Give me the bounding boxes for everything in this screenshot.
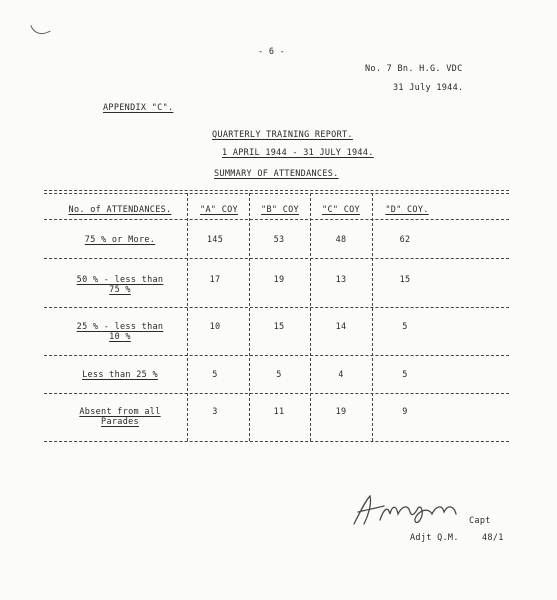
table-cell: 17 (209, 275, 221, 285)
document-reference: 48/1 (482, 533, 504, 543)
table-cell: 19 (273, 275, 285, 285)
table-row-label: 25 % - less than 10 % (76, 322, 164, 342)
table-cell: 14 (335, 322, 347, 332)
table-cell: 5 (402, 370, 408, 380)
table-top-rule-double (44, 193, 509, 194)
row-rule (44, 307, 509, 308)
table-cell: 9 (402, 407, 408, 417)
row-rule (44, 258, 509, 259)
table-cell: 62 (399, 235, 411, 245)
handwritten-signature (350, 490, 480, 530)
column-header: "D" COY. (385, 205, 429, 215)
column-divider (249, 193, 250, 441)
table-cell: 5 (212, 370, 218, 380)
row-rule (44, 393, 509, 394)
signatory-title: Adjt Q.M. (410, 533, 459, 543)
report-date: 31 July 1944. (393, 83, 464, 93)
report-title: QUARTERLY TRAINING REPORT. (212, 130, 353, 140)
report-period: 1 APRIL 1944 - 31 JULY 1944. (222, 148, 374, 158)
column-divider (372, 193, 373, 441)
signatory-rank: Capt (469, 516, 491, 526)
table-row-label: Less than 25 % (82, 370, 158, 380)
table-cell: 19 (335, 407, 347, 417)
table-cell: 5 (276, 370, 282, 380)
table-cell: 48 (335, 235, 347, 245)
table-cell: 15 (399, 275, 411, 285)
table-cell: 4 (338, 370, 344, 380)
table-cell: 15 (273, 322, 285, 332)
table-cell: 13 (335, 275, 347, 285)
table-cell: 11 (273, 407, 285, 417)
table-cell: 53 (273, 235, 285, 245)
table-cell: 5 (402, 322, 408, 332)
table-bottom-rule (44, 441, 509, 442)
column-header: "B" COY (261, 205, 299, 215)
appendix-label: APPENDIX "C". (103, 103, 174, 113)
table-cell: 10 (209, 322, 221, 332)
table-top-rule (44, 190, 509, 191)
column-header: "C" COY (322, 205, 360, 215)
summary-title: SUMMARY OF ATTENDANCES. (214, 169, 339, 179)
header-rule (44, 219, 509, 220)
table-row-label: 50 % - less than 75 % (76, 275, 164, 295)
column-header: No. of ATTENDANCES. (68, 205, 172, 215)
punch-hole-mark (30, 19, 50, 37)
row-rule (44, 355, 509, 356)
page-marker: - 6 - (258, 47, 286, 57)
column-divider (310, 193, 311, 441)
table-row-label: Absent from all Parades (79, 407, 161, 427)
column-header: "A" COY (200, 205, 238, 215)
unit-designation: No. 7 Bn. H.G. VDC (365, 64, 463, 74)
table-cell: 145 (206, 235, 224, 245)
column-divider (187, 193, 188, 441)
table-row-label: 75 % or More. (84, 235, 156, 245)
table-cell: 3 (212, 407, 218, 417)
